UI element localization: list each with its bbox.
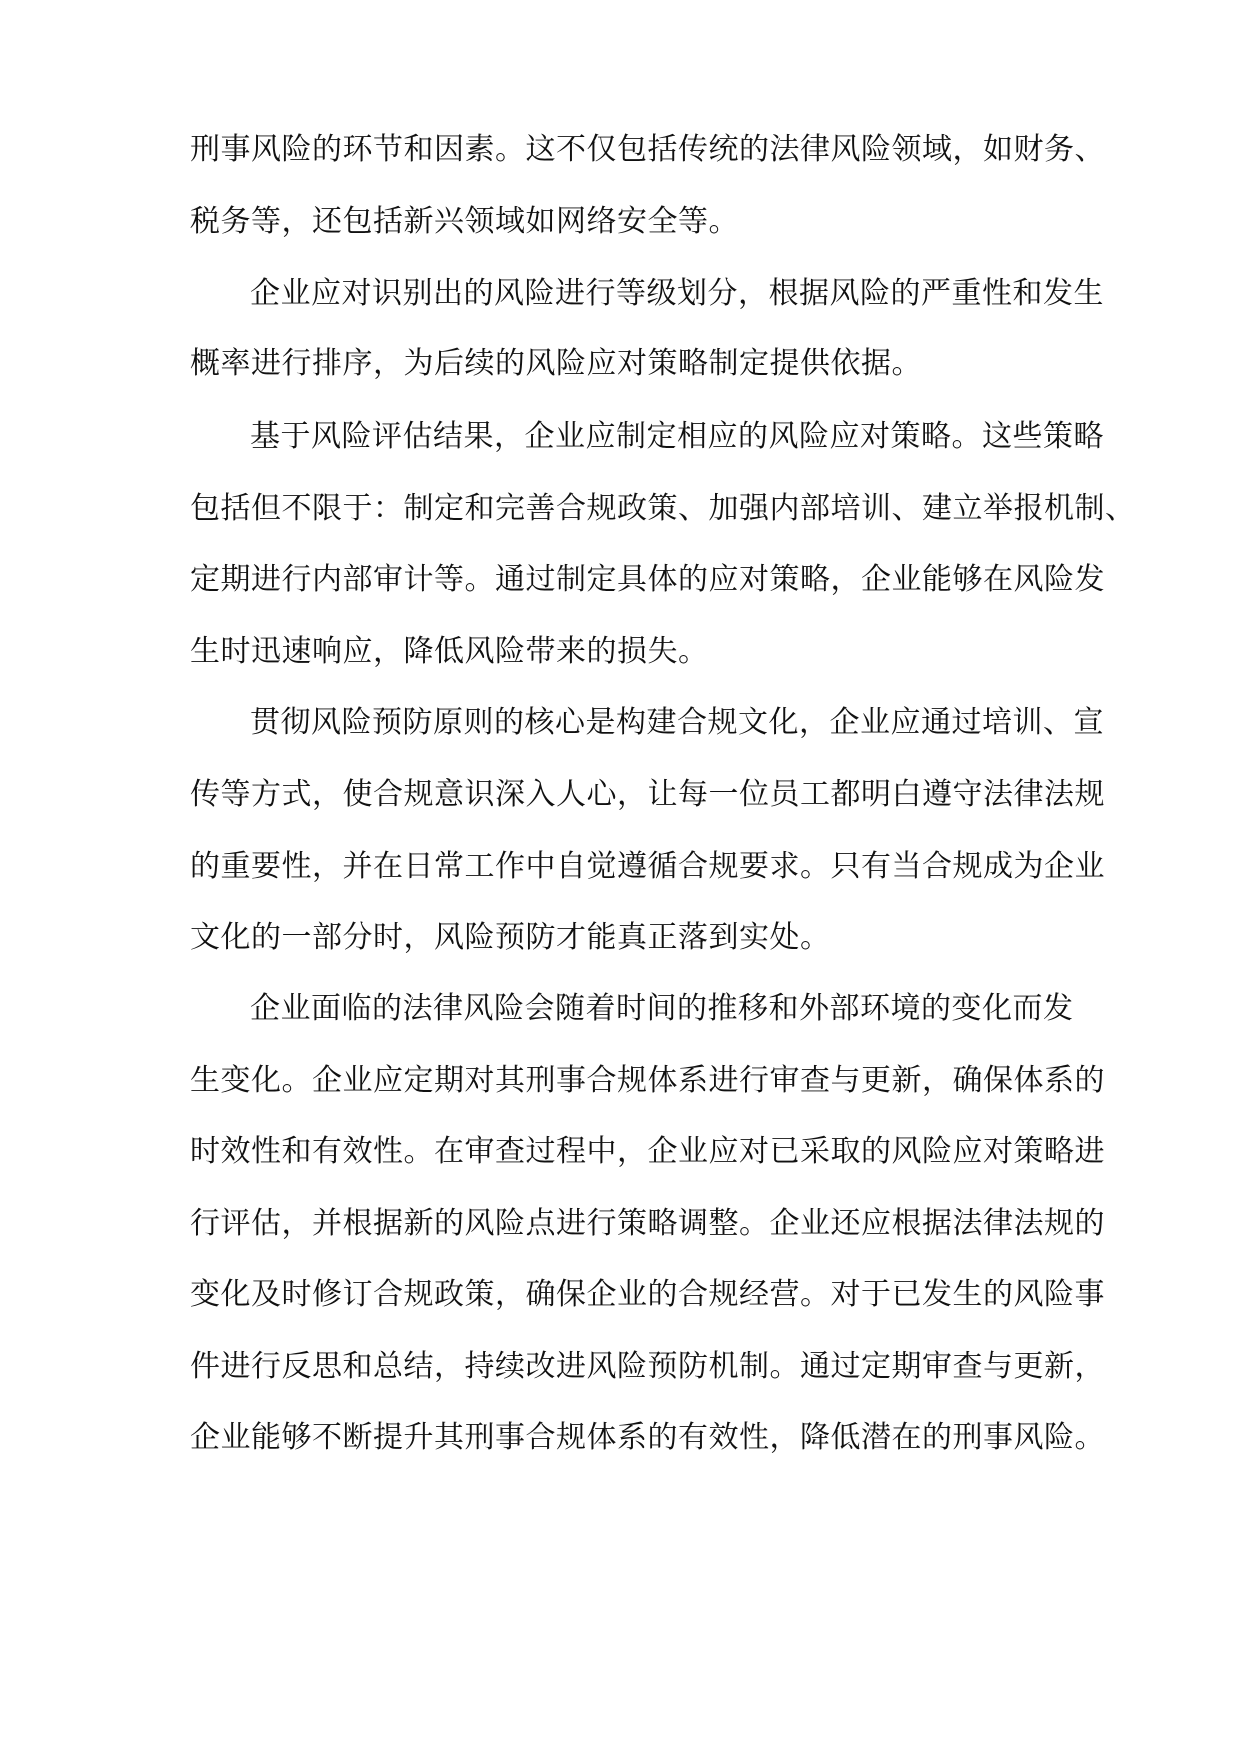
text-line-3: 企业应对识别出的风险进行等级划分，根据风险的严重性和发生 <box>250 276 1104 311</box>
text-line-18: 件进行反思和总结，持续改进风险预防机制。通过定期审查与更新， <box>190 1349 1105 1384</box>
text-line-8: 生时迅速响应，降低风险带来的损失。 <box>190 634 709 669</box>
text-line-13: 企业面临的法律风险会随着时间的推移和外部环境的变化而发 <box>250 991 1074 1026</box>
text-line-15: 时效性和有效性。在审查过程中，企业应对已采取的风险应对策略进 <box>190 1134 1105 1169</box>
text-line-9: 贯彻风险预防原则的核心是构建合规文化，企业应通过培训、宣 <box>250 705 1104 740</box>
text-line-1: 刑事风险的环节和因素。这不仅包括传统的法律风险领域，如财务、 <box>190 132 1105 167</box>
text-line-10: 传等方式，使合规意识深入人心，让每一位员工都明白遵守法律法规 <box>190 777 1105 812</box>
text-line-5: 基于风险评估结果，企业应制定相应的风险应对策略。这些策略 <box>250 419 1104 454</box>
text-line-4: 概率进行排序，为后续的风险应对策略制定提供依据。 <box>190 346 922 381</box>
text-line-2: 税务等，还包括新兴领域如网络安全等。 <box>190 204 739 239</box>
text-line-19: 企业能够不断提升其刑事合规体系的有效性，降低潜在的刑事风险。 <box>190 1420 1105 1455</box>
text-line-16: 行评估，并根据新的风险点进行策略调整。企业还应根据法律法规的 <box>190 1206 1105 1241</box>
text-line-17: 变化及时修订合规政策，确保企业的合规经营。对于已发生的风险事 <box>190 1277 1105 1312</box>
text-line-12: 文化的一部分时，风险预防才能真正落到实处。 <box>190 920 831 955</box>
text-line-14: 生变化。企业应定期对其刑事合规体系进行审查与更新，确保体系的 <box>190 1063 1105 1098</box>
text-line-6: 包括但不限于：制定和完善合规政策、加强内部培训、建立举报机制、 <box>190 491 1136 526</box>
text-line-7: 定期进行内部审计等。通过制定具体的应对策略，企业能够在风险发 <box>190 562 1105 597</box>
text-line-11: 的重要性，并在日常工作中自觉遵循合规要求。只有当合规成为企业 <box>190 849 1105 884</box>
